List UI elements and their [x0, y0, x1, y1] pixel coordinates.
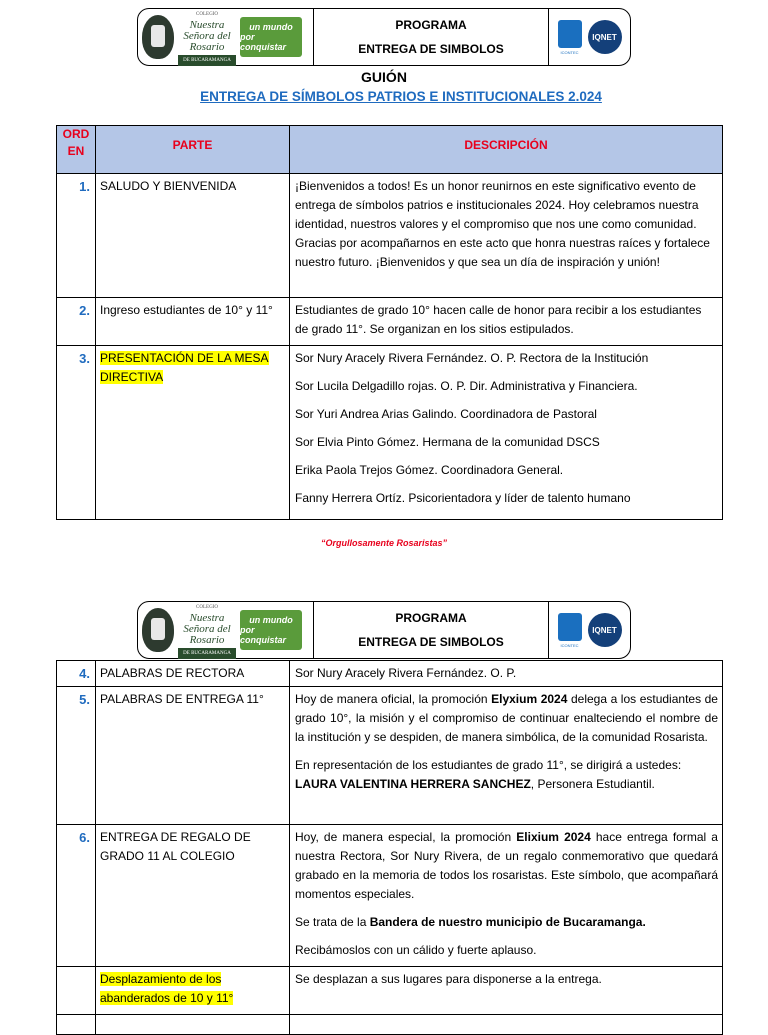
school-logo [138, 602, 314, 658]
row-description: Se desplazan a sus lugares para disponerse a la entrega. [290, 967, 723, 1015]
document-header [137, 601, 631, 659]
school-name-logo: COLEGIO Nuestra Señora del Rosario DE BUCARAMANGA [178, 602, 236, 659]
row-description: Sor Nury Aracely Rivera Fernández. O. P. [290, 661, 723, 687]
row-number [57, 967, 96, 1015]
row-part: PALABRAS DE ENTREGA 11° [96, 687, 290, 825]
document-header [137, 8, 631, 66]
header-program-label: PROGRAMA [395, 611, 467, 625]
row-number: 6. [57, 825, 96, 967]
program-table-continued [56, 660, 723, 1035]
row-number: 4. [57, 661, 96, 687]
row-part: PALABRAS DE RECTORA [96, 661, 290, 687]
icontec-cert-icon: ICONTEC [558, 613, 582, 648]
row-part: PRESENTACIÓN DE LA MESA DIRECTIVA [96, 346, 290, 520]
table-row-partial [57, 1015, 723, 1035]
member-item: Sor Yuri Andrea Arias Galindo. Coordinadora de Pastoral [295, 407, 597, 421]
col-description: DESCRIPCIÓN [290, 126, 723, 174]
iqnet-cert-icon: IQNET [588, 20, 622, 54]
slogan-logo: un mundo por conquistar [240, 610, 302, 650]
icontec-cert-icon: ICONTEC [558, 20, 582, 55]
col-order: ORD EN [57, 126, 96, 174]
row-part: Desplazamiento de los abanderados de 10 y 11° [96, 967, 290, 1015]
program-table [56, 125, 723, 520]
row-number: 5. [57, 687, 96, 825]
header-event-label: ENTREGA DE SIMBOLOS [358, 42, 504, 56]
table-row [57, 825, 723, 967]
member-item: Erika Paola Trejos Gómez. Coordinadora General. [295, 463, 564, 477]
school-crest-icon [142, 608, 174, 652]
member-item: Sor Lucila Delgadillo rojas. O. P. Dir. Administrativa y Financiera. [295, 379, 638, 393]
row-description: ¡Bienvenidos a todos! Es un honor reunirnos en este significativo evento de entrega de símbolos patrios e institucionales 2024. Hoy celebramos nuestra identidad, nuestros valores y el compromiso que nos une como comunidad. Gracias por acompañarnos en este acto que honra nuestras raíces y fortalece nuestro futuro. ¡Bienvenidos y que sea un día de inspiración y unión! [290, 174, 723, 298]
header-event-label: ENTREGA DE SIMBOLOS [358, 635, 504, 649]
school-name-logo: COLEGIO Nuestra Señora del Rosario DE BUCARAMANGA [178, 9, 236, 66]
school-logo [138, 9, 314, 65]
member-item: Sor Nury Aracely Rivera Fernández. O. P. Rectora de la Institución [295, 351, 649, 365]
row-part: SALUDO Y BIENVENIDA [96, 174, 290, 298]
iqnet-cert-icon: IQNET [588, 613, 622, 647]
member-item: Sor Elvia Pinto Gómez. Hermana de la comunidad DSCS [295, 435, 600, 449]
table-row [57, 661, 723, 687]
table-row [57, 298, 723, 346]
table-row [57, 346, 723, 520]
row-description: Hoy, de manera especial, la promoción Elixium 2024 hace entrega formal a nuestra Rectora, Sor Nury Rivera, de un regalo conmemorativo que quedará grabado en la memoria de todos los rosaristas. Este símbolo, que acompañará momentos especiales. Se trata de la Bandera de nuestro municipio de Bucaramanga. Recibámoslos con un cálido y fuerte aplauso. [290, 825, 723, 967]
slogan-logo: un mundo por conquistar [240, 17, 302, 57]
motto: “Orgullosamente Rosaristas” [320, 538, 448, 548]
row-number: 1. [57, 174, 96, 298]
row-description: Hoy de manera oficial, la promoción Elyxium 2024 delega a los estudiantes de grado 10°, la misión y el compromiso de continuar enalteciendo el nombre de la institución y se despiden, de manera simbólica, de la comunidad Rosarista. En representación de los estudiantes de grado 11°, se dirigirá a ustedes: LAURA VALENTINA HERRERA SANCHEZ, Personera Estudiantil. [290, 687, 723, 825]
school-crest-icon [142, 15, 174, 59]
row-part: Ingreso estudiantes de 10° y 11° [96, 298, 290, 346]
row-description: Estudiantes de grado 10° hacen calle de honor para recibir a los estudiantes de grado 11°. Se organizan en los sitios estipulados. [290, 298, 723, 346]
row-number: 2. [57, 298, 96, 346]
row-number: 3. [57, 346, 96, 520]
page-subtitle: ENTREGA DE SÍMBOLOS PATRIOS E INSTITUCIONALES 2.024 [200, 89, 602, 104]
header-program-label: PROGRAMA [395, 18, 467, 32]
row-part: ENTREGA DE REGALO DE GRADO 11 AL COLEGIO [96, 825, 290, 967]
member-item: Fanny Herrera Ortíz. Psicorientadora y líder de talento humano [295, 491, 631, 505]
table-row [57, 967, 723, 1015]
table-row [57, 687, 723, 825]
col-part: PARTE [96, 126, 290, 174]
table-header-row [57, 126, 723, 174]
table-row [57, 174, 723, 298]
page-title: GUIÓN [361, 69, 407, 85]
row-description [290, 346, 723, 520]
